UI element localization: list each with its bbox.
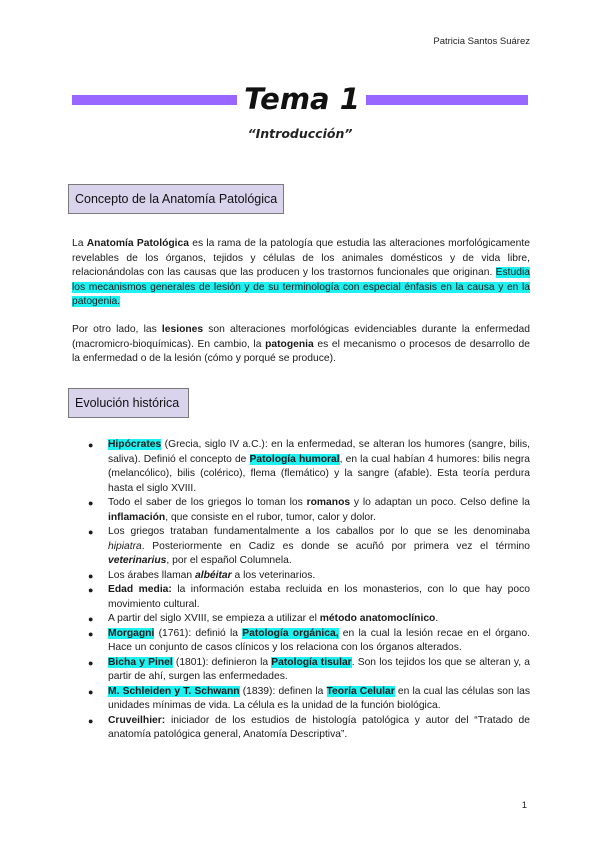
list-item: ● Morgagni (1761): definió la Patología orgánica, en la cual la lesión recae en el órgano. Hace un conjunto de casos clínicos y los relaciona con los órganos alterados. bbox=[88, 627, 530, 653]
page-number: 1 bbox=[521, 800, 527, 811]
term-anatomia-patologica: Anatomía Patológica bbox=[86, 238, 189, 249]
paragraph-lesiones: Por otro lado, las lesiones son alteraciones morfológicas evidenciables durante la enfermedad (macromicro-bioquímicas). En cambio, la patogenia es el mecanismo o procesos de desarrollo de la enfermedad o de la lesión (cómo y porqué se produce). bbox=[72, 324, 530, 364]
bullet-icon: ● bbox=[88, 527, 94, 537]
title-banner bbox=[0, 82, 600, 116]
section-heading-concepto: Concepto de la Anatomía Patológica bbox=[68, 184, 284, 214]
page-subtitle: “Introducción” bbox=[247, 126, 353, 141]
list-item: ● Bicha y Pinel (1801): definieron la Patología tisular. Son los tejidos los que se alteran y, a partir de ahí, surgen las enfermedades. bbox=[88, 656, 530, 682]
list-item: ● A partir del siglo XVIII, se empieza a utilizar el método anatomoclínico. bbox=[72, 612, 530, 627]
term-lesiones: lesiones bbox=[161, 324, 204, 335]
paragraph-definicion: La Anatomía Patológica es la rama de la patología que estudia las alteraciones morfológicamente revelables de los órganos, tejidos y células de los animales domésticos y de vida libre, relacionándolas con las causas que las producen y los trastornos funcionales que originan. Estudia los mecanismos generales de lesión y de su terminología con especial énfasis en la causa y en la patogenia. bbox=[72, 238, 530, 307]
bullet-icon: ● bbox=[88, 498, 94, 508]
section-heading-evolucion: Evolución histórica bbox=[68, 388, 189, 418]
term-patogenia: patogenia bbox=[265, 338, 314, 350]
bullet-icon: ● bbox=[88, 686, 94, 697]
bullet-icon: ● bbox=[88, 440, 94, 450]
bullet-icon: ● bbox=[88, 570, 94, 581]
list-item: ● Edad media: la información estaba recluida en los monasterios, con lo que hay poco movimiento cultural. bbox=[88, 584, 530, 610]
page-title: Tema 1 bbox=[244, 82, 360, 116]
list-item: ● Los árabes llaman albéitar a los veterinarios. bbox=[72, 569, 530, 584]
highlight-mecanismos: Estudia los mecanismos generales de lesión y de su terminología con especial énfasis en la causa y en la patogenia. bbox=[72, 267, 530, 307]
bullet-icon: ● bbox=[88, 657, 94, 668]
list-item: ● M. Schleiden y T. Schwann (1839): definen la Teoría Celular en la cual las células son las unidades mínimas de vida. La célula es la unidad de la función biológica. bbox=[88, 685, 530, 711]
bullet-icon: ● bbox=[88, 628, 94, 639]
title-bar-left bbox=[72, 95, 237, 105]
list-item: ● Hipócrates (Grecia, siglo IV a.C.): en la enfermedad, se alteran los humores (sangre, bilis, saliva). Definió el concepto de Patología humoral, en la cual habían 4 humores: bilis negra (melancólico), bilis (colérico), flema (flemático) y la sangre (afable). Esta teoría perdura hasta el siglo XVIII. bbox=[88, 439, 531, 494]
title-bar-right bbox=[366, 95, 528, 105]
author-name: Patricia Santos Suárez bbox=[433, 36, 530, 47]
bullet-icon: ● bbox=[88, 715, 94, 726]
list-item: ● Cruveilhier: iniciador de los estudios de histología patológica y autor del “Tratado de anatomía patológica general, Anatomía Descriptiva”. bbox=[88, 714, 530, 740]
list-item: ● Los griegos trataban fundamentalmente a los caballos por lo que se les denominaba hipiatra. Posteriormente en Cadiz es donde se acuñó por primera vez el término veterinarius, por el español Columnela. bbox=[88, 526, 530, 566]
bullet-icon: ● bbox=[88, 585, 94, 595]
list-item: ● Todo el saber de los griegos lo toman los romanos y lo adaptan un poco. Celso define la inflamación, que consiste en el rubor, tumor, calor y dolor. bbox=[88, 497, 531, 523]
history-list bbox=[72, 438, 530, 743]
bullet-icon: ● bbox=[88, 614, 94, 624]
